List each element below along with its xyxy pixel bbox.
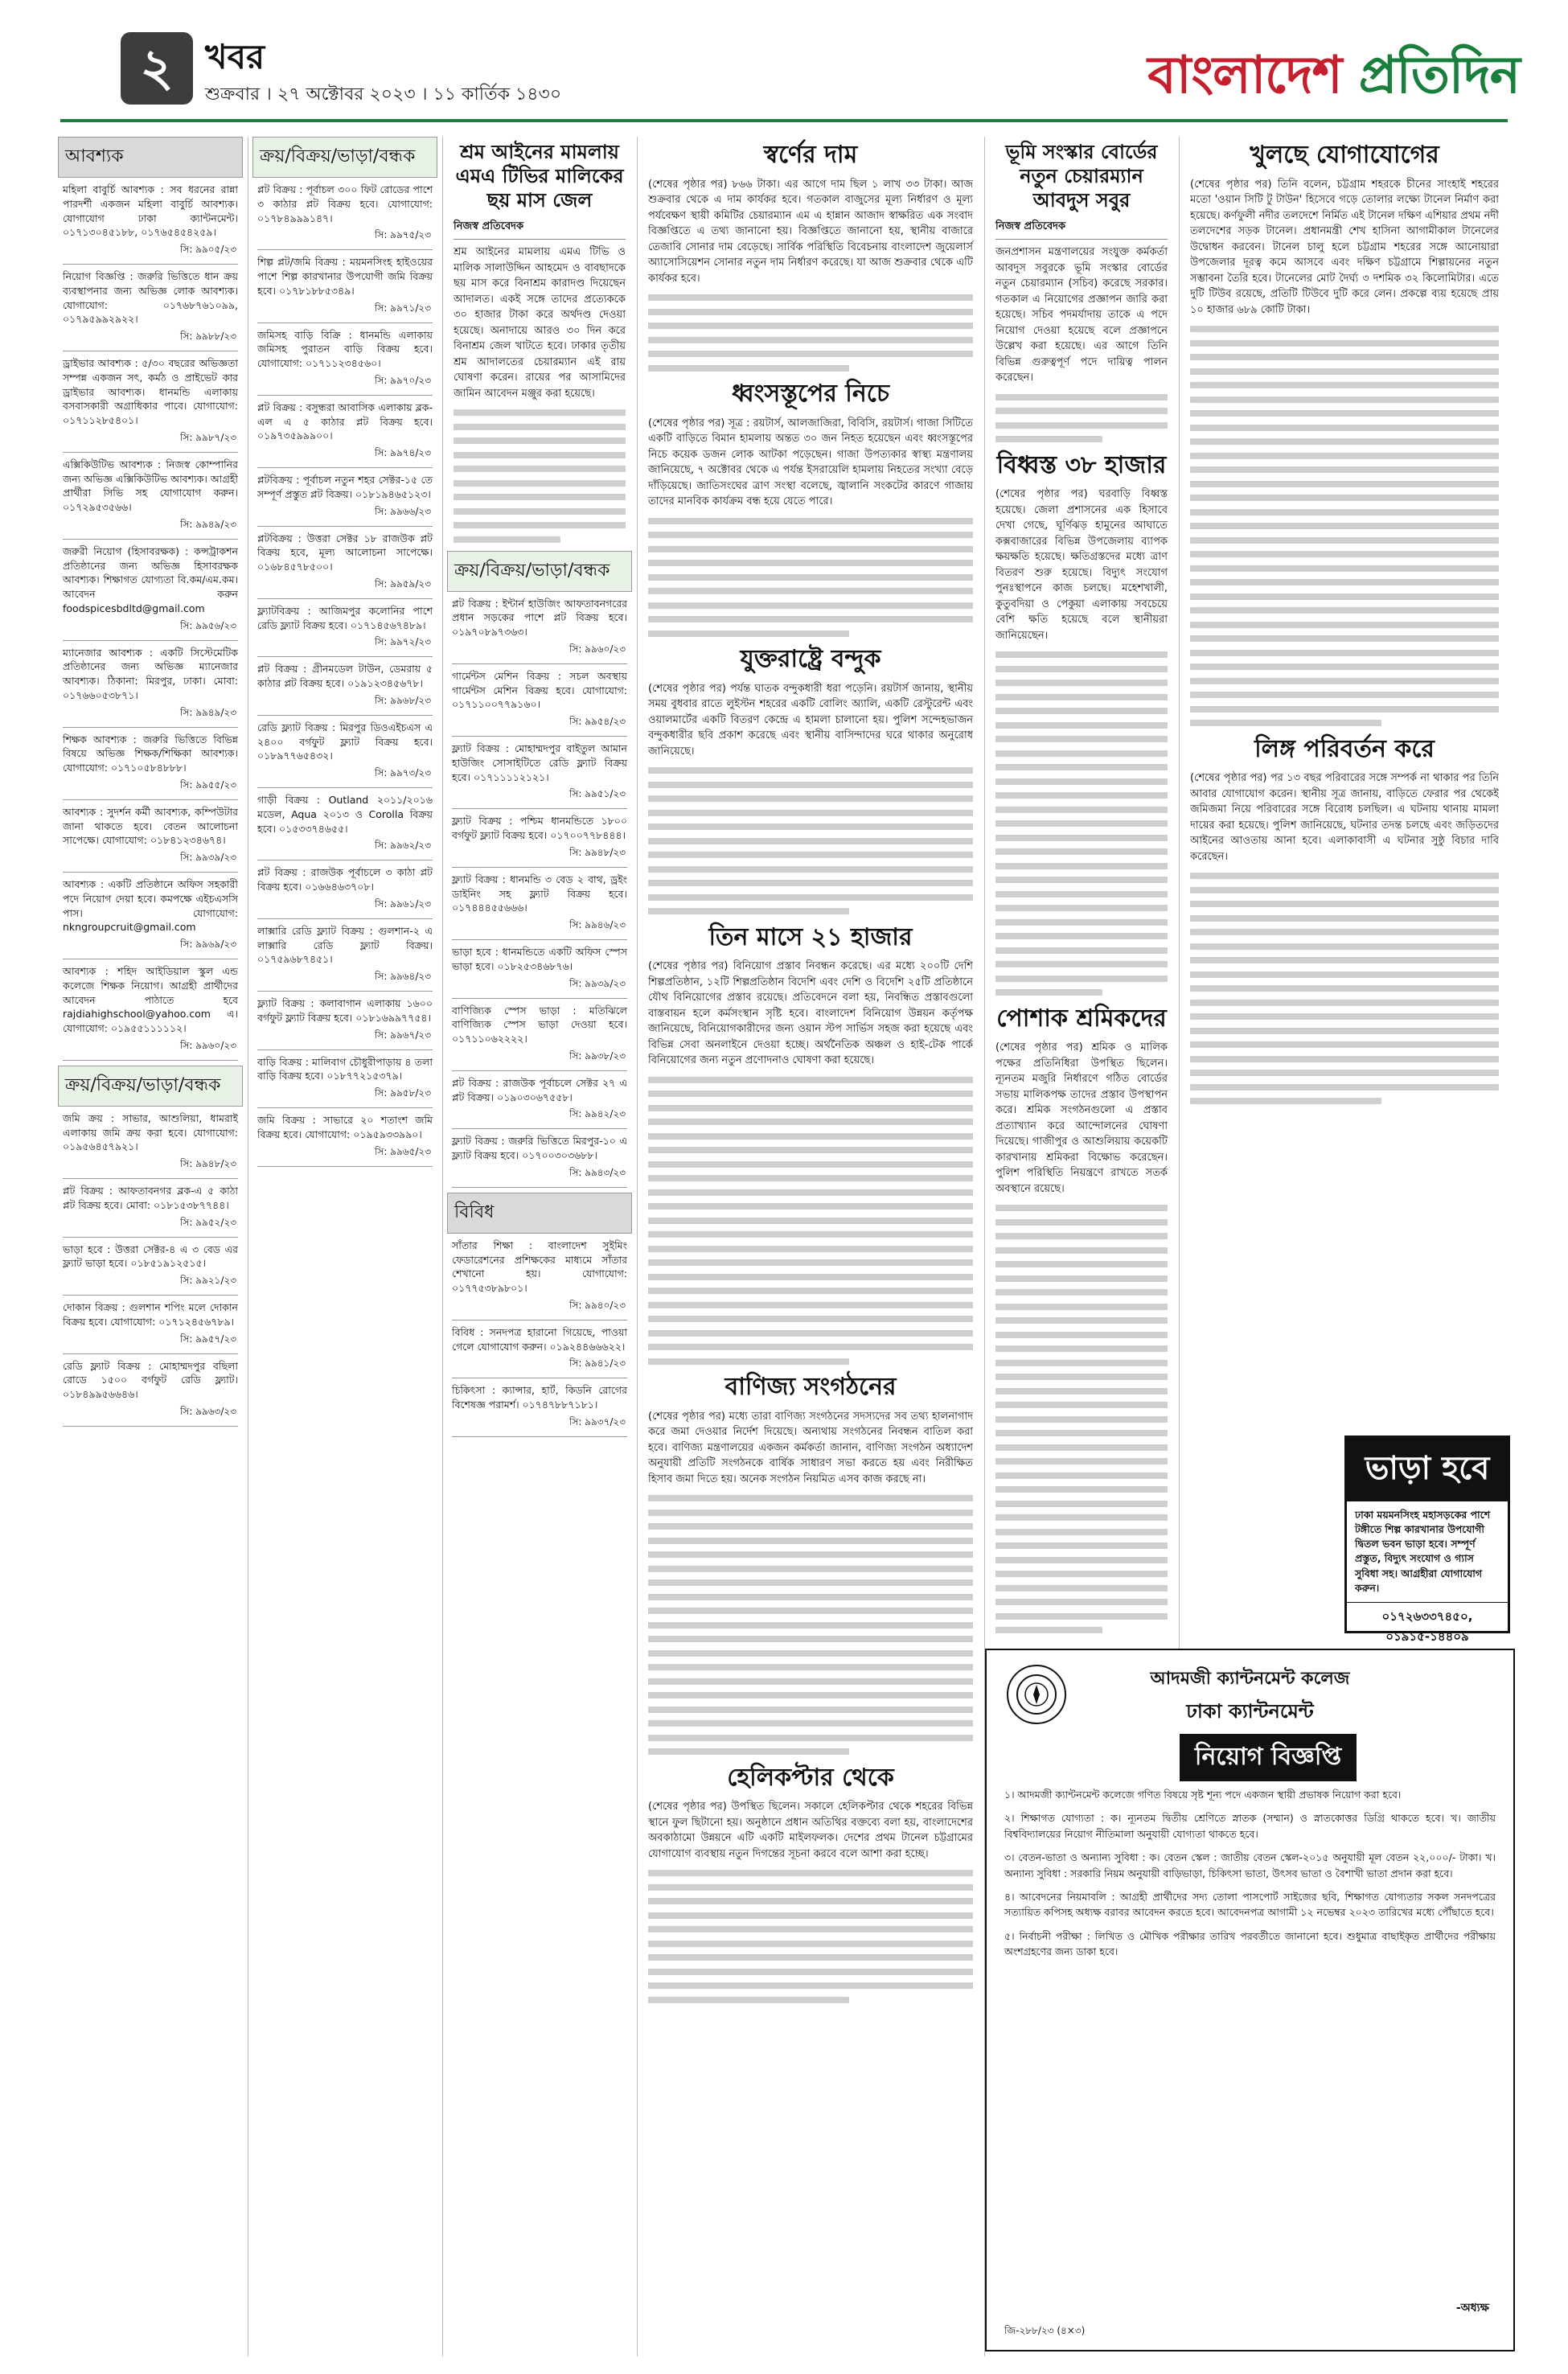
- notice-item: ১। আদমজী ক্যান্টনমেন্ট কলেজে গণিত বিষয়ে সৃষ্ট শূন্য পদে একজন স্থায়ী প্রভাষক নিয়োগ করা হবে।: [1004, 1789, 1402, 1801]
- column-divider: [442, 137, 443, 2356]
- ad-list-2: [58, 1111, 243, 1427]
- classified-ad: প্লট বিক্রয় : রাজউক পূর্বাচলে ৩ কাঠা প্লট বিক্রয় হবে। ০১৬৬৪৬৩৭০৮।: [257, 866, 433, 893]
- ad-divider: [257, 991, 433, 992]
- trade-headline: বাণিজ্য সংগঠনের: [724, 1373, 897, 1401]
- classified-ad-ref: সি: ৯৯৩৯/২৩: [179, 852, 236, 863]
- ad-list: [58, 183, 243, 1061]
- classified-ad: ড্রাইভার আবশ্যক : ৫/৩০ বছরের অভিজ্ঞতা সম্পন্ন একজন সৎ, কর্মঠ ও প্রাইভেট কার ড্রাইভার আবশ্যক। ধানমন্ডি এলাকায় বসবাসকারী অগ্রাধিকার পাবে। যোগাযোগ: ০১৭১১২৮৫৪০১।: [63, 357, 238, 426]
- ad-list: [252, 183, 437, 1167]
- ad-divider: [257, 467, 433, 468]
- gender-headline: লিঙ্গ পরিবর্তন করে: [1254, 734, 1435, 763]
- classified-ad-ref: সি: ৯৯৬০/২৩: [569, 643, 626, 655]
- ad-divider: [257, 249, 433, 250]
- dateline: শুক্রবার । ২৭ অক্টোবর ২০২৩ । ১১ কার্তিক ১৪৩০: [205, 84, 562, 105]
- classified-ad: প্লট বিক্রয় : বসুন্ধরা আবাসিক এলাকায় ব্লক-এল এ ৫ কাঠার প্লট বিক্রয় হবে। ০১৯৭৩৫৯৯৯০০।: [257, 400, 433, 442]
- ad-divider: [452, 998, 627, 999]
- brand-part-2: প্রতিদিন: [1358, 45, 1520, 105]
- notice-item: ৪। আবেদনের নিয়মাবলি : আগ্রহী প্রার্থীদের সদ্য তোলা পাসপোর্ট সাইজের ছবি, শিক্ষাগত যোগ্যতার সকল সনদপত্রের সত্যায়িত কপিসহ অধ্যক্ষ বরাবর আবেদন করতে হবে। আবেদনপত্র আগামী ১২ নভেম্বর ২০২৩ তারিখের মধ্যে পৌঁছাতে হবে।: [1004, 1890, 1496, 1919]
- classified-ad: আবশ্যক : সুদর্শন কর্মী আবশ্যক, কম্পিউটার জানা থাকতে হবে। বেতন আলোচনা সাপেক্ষে। যোগাযোগ: ০১৮৪১২৩৪৬৭৪।: [63, 805, 238, 847]
- ad-divider: [452, 1128, 627, 1129]
- classified-ad: ফ্ল্যাটবিক্রয় : আজিমপুর কলোনির পাশে রেডি ফ্ল্যাট বিক্রয় হবে। ০১৭১৪৫৬৭৪৮৯।: [257, 604, 433, 631]
- classified-ad-ref: সি: ৯৯০৫/২৩: [179, 244, 236, 255]
- category-heading: ক্রয়/বিক্রয়/ভাড়া/বন্ধক: [447, 551, 632, 592]
- classified-ad-ref: সি: ৯৯৪৩/২৩: [569, 1166, 626, 1178]
- us-body-continued: [648, 767, 973, 914]
- ad-divider: [257, 656, 433, 657]
- notice-signature: -অধ্যক্ষ: [1455, 2302, 1489, 2314]
- classified-ad-ref: সি: ৯৯৭০/২৩: [374, 374, 431, 386]
- classified-ad-ref: সি: ৯৯৮৮/২৩: [179, 331, 236, 342]
- classified-ad: জমিসহ বাড়ি বিক্রি : ধানমন্ডি এলাকায় জমিসহ পুরাতন বাড়ি বিক্রয় হবে। যোগাযোগ: ০১৭১১২৩৪৫৬০।: [257, 328, 433, 369]
- category-heading-2: বিবিধ: [447, 1193, 632, 1234]
- classified-ad-ref: সি: ৯৯৪০/২৩: [569, 1299, 626, 1311]
- ad-divider: [63, 799, 238, 800]
- news-column-wide: [642, 137, 979, 2356]
- classified-ad: বিবিধ : সনদপত্র হারানো গিয়েছে, পাওয়া গেলে যোগাযোগ করুন। ০১৯২৪৪৬৬৬২২।: [452, 1325, 627, 1353]
- classified-ad: মহিলা বাবুর্চি আবশ্যক : সব ধরনের রান্না পারদর্শী একজন মহিলা বাবুর্চি আবশ্যক। যোগাযোগ ঢাকা ক্যান্টনমেন্ট। ০১৭১৩০৪৫১৮৮, ০১৭৬৫৪৫৪২৫৯।: [63, 183, 238, 239]
- classified-ad-ref: সি: ৯৯৬৪/২৩: [374, 971, 431, 982]
- ruins-body-continued: [648, 518, 973, 637]
- ad-divider: [63, 264, 238, 265]
- ad-divider: [63, 1295, 238, 1296]
- classified-ad: ভাড়া হবে : ধানমন্ডিতে একটি অফিস স্পেস ভাড়া হবে। ০১৮২৫৩৪৬৮৭৬।: [452, 946, 627, 972]
- classified-ad: প্লট বিক্রয় : ইন্টার্ন হাউজিং আফতাবনগরের প্রধান সড়কের পাশে প্লট বিক্রয় হবে। ০১৯৭০৮৯৭৩৬৩।: [452, 597, 627, 638]
- classified-ad: আবশ্যক : শহিদ আইডিয়াল স্কুল এন্ড কলেজে শিক্ষক নিয়োগ। আগ্রহী প্রার্থীদের আবেদন পাঠাতে হবে rajdiahighschool@yahoo.com এ। যোগাযোগ: ০১৯৫৫১১১১১২।: [63, 965, 238, 1034]
- classified-ad-ref: সি: ৯৯২১/২৩: [179, 1275, 236, 1286]
- classified-ad-ref: সি: ৯৯৪৯/২৩: [179, 518, 236, 530]
- ruins-headline: ধ্বংসস্তূপের নিচে: [731, 380, 890, 408]
- rent-ad-phone: ০১৭২৬৩৩৭৪৫০, ০১৯১৫-১৪৪০৯: [1347, 1602, 1508, 1653]
- ad-divider: [452, 1187, 627, 1188]
- column-3: [447, 137, 632, 2356]
- classified-ad: ম্যানেজার আবশ্যক : একটি সিস্টেমেটিক প্রতিষ্ঠানের জন্য অভিজ্ঞ ম্যানেজার আবশ্যক। ঠিকানা: মিরপুর, ঢাকা। মোবা: ০১৭৬৬০৫৩৮৭১।: [63, 646, 238, 701]
- classifieds-column-mid: [252, 137, 437, 2356]
- classified-ad: সাঁতার শিক্ষা : বাংলাদেশ সুইমিং ফেডারেশনের প্রশিক্ষকের মাধ্যমে সাঁতার শেখানো হয়। যোগাযোগ: ০১৭৭৫৩৮৯৮০১।: [452, 1238, 627, 1294]
- notice-item: ৫। নির্বাচনী পরীক্ষা : লিখিত ও মৌখিক পরীক্ষার তারিখ পরবর্তীতে জানানো হবে। শুধুমাত্র বাছাইকৃত প্রার্থীদের পরীক্ষায় অংশগ্রহণের জন্য ডাকা হবে।: [1004, 1929, 1496, 1957]
- ad-divider: [452, 736, 627, 737]
- us-body: (শেষের পৃষ্ঠার পর) পর্যন্ত ঘাতক বন্দুকধারী ধরা পড়েনি। রয়টার্স জানায়, স্থানীয় সময় বুধবার রাতে লুইস্টন শহরের একটি বোলিং অ্যালি, একটি রেস্টুরেন্ট এবং ওয়ালমার্টের একটি বিতরণ কেন্দ্রে এ হামলা চালানো হয়। পুলিশ সন্দেহভাজন বন্দুকধারীর ছবি প্রকাশ করেছে এবং স্থানীয় বাসিন্দাদের ঘরে থাকার অনুরোধ জানিয়েছে।: [648, 682, 973, 758]
- column-divider: [1179, 137, 1180, 1785]
- rent-ad-body: ঢাকা ময়মনসিংহ মহাসড়কের পাশে টঙ্গীতে শিল্প কারখানার উপযোগী দ্বিতল ভবন ভাড়া হবে। সম্পূর্ণ প্রস্তুত, বিদ্যুৎ সংযোগ ও গ্যাস সুবিধা সহ। আগ্রহীরা যোগাযোগ করুন।: [1355, 1509, 1491, 1594]
- classifieds-column-left: [58, 137, 243, 2356]
- trade-body-continued: [648, 1495, 973, 1755]
- classified-ad-ref: সি: ৯৯৪৮/২৩: [569, 846, 626, 858]
- column-divider: [637, 137, 638, 2356]
- ad-divider: [63, 1178, 238, 1179]
- gold-body-continued: [648, 294, 973, 372]
- classified-ad-ref: সি: ৯৯৪৯/২৩: [179, 706, 236, 718]
- classified-ad-ref: সি: ৯৯৫১/২৩: [569, 788, 626, 800]
- classified-ad-ref: সি: ৯৯৫৬/২৩: [179, 619, 236, 631]
- category-heading-2: ক্রয়/বিক্রয়/ভাড়া/বন্ধক: [58, 1066, 243, 1107]
- classified-ad-ref: সি: ৯৯৭২/২৩: [374, 636, 431, 648]
- classified-ad: প্লট বিক্রয় : রাজউক পূর্বাচলে সেক্টর ২৭ এ প্লট বিক্রয়। ০১৯০৩০৬৭৫৫৮।: [452, 1076, 627, 1103]
- heli-headline: হেলিকপ্টার থেকে: [727, 1763, 894, 1792]
- classified-ad-ref: সি: ৯৯৩৮/২৩: [569, 1049, 626, 1062]
- classified-ad: বাণিজ্যিক স্পেস ভাড়া : মতিঝিলে বাণিজ্যিক স্পেস ভাড়া দেওয়া হবে। ০১৭১১০৬২২২২।: [452, 1004, 627, 1045]
- gold-body: (শেষের পৃষ্ঠার পর) ৮৬৬ টাকা। এর আগে দাম ছিল ১ লাখ ৩৩ টাকা। আজ শুক্রবার থেকে এ দাম কার্যকর হবে। গতকাল বাজুসের মূল্য নির্ধারণ ও মূল্য পর্যবেক্ষণ স্থায়ী কমিটির চেয়ারম্যান এম এ হান্নান আজাদ স্বাক্ষরিত এক সংবাদ বিজ্ঞপ্তিতে এ তথ্য জানানো হয়। বিজ্ঞপ্তিতে জানানো হয়, স্থানীয় বাজারে তেজাবি সোনার দাম বেড়েছে। সার্বিক পরিস্থিতি বিবেচনায় বাংলাদেশ জুয়েলার্স অ্যাসোসিয়েশন সোনার নতুন দাম নির্ধারণ করেছে। যা আজ শুক্রবার থেকে এটি কার্যকর হবে।: [648, 178, 973, 285]
- classified-ad: প্লটবিক্রয় : পূর্বাচল নতুন শহর সেক্টর-১৫ তে সম্পূর্ণ প্রস্তুত প্লট বিক্রয়। ০১৮১৯৪৬৫১২৩।: [257, 474, 433, 500]
- classified-ad: ফ্ল্যাট বিক্রয় : মোহাম্মদপুর বাইতুল আমান হাউজিং সোসাইটিতে রেডি ফ্ল্যাট বিক্রয় হবে। ০১৭১১১১২১২১।: [452, 742, 627, 783]
- ad-divider: [63, 1353, 238, 1354]
- classified-ad-ref: সি: ৯৯৫২/২৩: [179, 1216, 236, 1228]
- ad-divider: [63, 539, 238, 540]
- heli-body: (শেষের পৃষ্ঠার পর) উপস্থিত ছিলেন। সকালে হেলিকপ্টার থেকে শহরের বিভিন্ন স্থানে ফুল ছিটানো হয়। অনুষ্ঠানে প্রধান অতিথির বক্তব্যে বলা হয়, বাংলাদেশের অবকাঠামো উন্নয়নে এটি একটি মাইলফলক। দেশের প্রথম টানেল চট্টগ্রামের যোগাযোগ ব্যবস্থায় নতুন দিগন্তের সূচনা করবে বলে আশা করা হচ্ছে।: [648, 1801, 973, 1860]
- classified-ad: ফ্ল্যাট বিক্রয় : ধানমন্ডি ৩ বেড ২ বাথ, ড্রইং ডাইনিং সহ ফ্ল্যাট বিক্রয় হবে। ০১৭৪৪৪৫৫৬৬৬।: [452, 873, 627, 914]
- classified-ad-ref: সি: ৯৯৭৩/২৩: [374, 767, 431, 778]
- news-column-7: [1184, 137, 1505, 1423]
- ad-list-2: [447, 1238, 632, 1437]
- rent-ad-box: [1344, 1435, 1510, 1644]
- brand-logo: [1147, 36, 1520, 122]
- gold-headline: স্বর্ণের দাম: [763, 141, 858, 169]
- ad-divider: [452, 939, 627, 940]
- classified-ad: শিক্ষক আবশ্যক : জরুরি ভিত্তিতে বিভিন্ন বিষয়ে অভিজ্ঞ শিক্ষক/শিক্ষিকা আবশ্যক। যোগাযোগ: ০১৭১০৫৮৪৮৮৮।: [63, 733, 238, 774]
- page-number: ২: [121, 32, 193, 105]
- classified-ad-ref: সি: ৯৯৪১/২৩: [569, 1357, 626, 1370]
- 210k-body: (শেষের পৃষ্ঠার পর) বিনিয়োগ প্রস্তাব নিবন্ধন করেছে। এর মধ্যে ২০০টি দেশি শিল্পপ্রতিষ্ঠান, ১২টি শিল্পপ্রতিষ্ঠান বিদেশি এবং দেশি ও বিদেশি ২৫টি প্রতিষ্ঠানে যৌথ বিনিয়োগের প্রস্তাব রয়েছে। প্রতিবেদনে বলা হয়, নিবন্ধিত প্রস্তাবগুলো বাস্তবায়ন হলে কর্মসংস্থান সৃষ্টি হবে। বাংলাদেশ বিনিয়োগ উন্নয়ন কর্তৃপক্ষ জানিয়েছে, বিনিয়োগকারীদের জন্য ওয়ান স্টপ সার্ভিস সহজ করা হয়েছে এবং বিভিন্ন সেবা অনলাইনে দেওয়া হচ্ছে। অর্থনৈতিক অঞ্চল ও হাই-টেক পার্কে বিনিয়োগের জন্য নতুন প্রণোদনাও ঘোষণা করা হয়েছে।: [648, 960, 973, 1066]
- classified-ad-ref: সি: ৯৯৬৫/২৩: [374, 1145, 431, 1157]
- ad-divider: [257, 395, 433, 396]
- ad-divider: [257, 1166, 433, 1167]
- 38k-body: (শেষের পৃষ্ঠার পর) ঘরবাড়ি বিধ্বস্ত হয়েছে। জেলা প্রশাসনের এক হিসাবে দেখা গেছে, ঘূর্ণিঝড় হামুনের আঘাতে কক্সবাজারের বিভিন্ন উপজেলায় ব্যাপক ক্ষয়ক্ষতি হয়েছে। ক্ষতিগ্রস্তদের মধ্যে ত্রাণ বিতরণ শুরু হয়েছে। বিদ্যুৎ সংযোগ পুনঃস্থাপনে কাজ চলছে। মহেশখালী, কুতুবদিয়া ও পেকুয়া এলাকায় সবচেয়ে বেশি ক্ষতি হয়েছে বলে স্থানীয়রা জানিয়েছেন।: [995, 488, 1168, 642]
- labour-byline: নিজস্ব প্রতিবেদক: [454, 219, 626, 240]
- ad-list: [447, 597, 632, 1188]
- ad-divider: [257, 1049, 433, 1050]
- classified-ad-ref: সি: ৯৯৭১/২৩: [374, 302, 431, 314]
- classified-ad: বাড়ি বিক্রয় : মালিবাগ চৌধুরীপাড়ায় ৪ তলা বাড়ি বিক্রয় হবে। ০১৮৭৭২১৫৩৭৯।: [257, 1055, 433, 1082]
- section-title: খবর: [205, 37, 265, 76]
- labour-headline: শ্রম আইনের মামলায় এমএ টিভির মালিকের ছয় মাস জেল: [455, 140, 624, 212]
- classified-ad: গাড়ী বিক্রয় : Outland ২০১১/২০১৬ মডেল, Aqua ২০১৩ ও Corolla বিক্রয় হবে। ০১৫৩৩৭৪৬৫৫।: [257, 794, 433, 835]
- classified-ad: ফ্ল্যাট বিক্রয় : জরুরি ভিত্তিতে মিরপুর-১০ এ ফ্ল্যাট বিক্রয় হবে। ০১৭০০৩০৩৬৮৮।: [452, 1135, 627, 1161]
- 210k-body-continued: [648, 1077, 973, 1365]
- ad-divider: [63, 1426, 238, 1427]
- classified-ad-ref: সি: ৯৯৬০/২৩: [179, 1039, 236, 1051]
- category-heading: আবশ্যক: [58, 137, 243, 178]
- masthead-rule: [60, 119, 1508, 122]
- classified-ad: এক্সিকিউটিভ আবশ্যক : নিজস্ব কোম্পানির জন্য অভিজ্ঞ এক্সিকিউটিভ আবশ্যক। আগ্রহী প্রার্থীরা সিভি সহ যোগাযোগ করুন। ০১৭২৯৫৩৫৬৬।: [63, 458, 238, 513]
- 38k-headline: বিধ্বস্ত ৩৮ হাজার: [996, 450, 1167, 479]
- classified-ad: গার্মেন্টস মেশিন বিক্রয় : সচল অবস্থায় গার্মেন্টস মেশিন বিক্রয় হবে। যোগাযোগ: ০১৭১১০০৭৭৯১৬০।: [452, 669, 627, 711]
- classified-ad: শিল্প প্লট/জমি বিক্রয় : ময়মনসিংহ হাইওয়ের পাশে শিল্প কারখানার উপযোগী জমি বিক্রয় হবে। ০১৭৮১৮৮৫৩৪৯।: [257, 256, 433, 297]
- ad-divider: [452, 1436, 627, 1437]
- notice-reference: জি-২৮৮/২৩ (৪×৩): [1004, 2325, 1086, 2336]
- garment-body: (শেষের পৃষ্ঠার পর) শ্রমিক ও মালিক পক্ষের প্রতিনিধিরা উপস্থিত ছিলেন। ন্যূনতম মজুরি নির্ধারণে গঠিত বোর্ডের সভায় মালিকপক্ষ তাদের প্রস্তাব উপস্থাপন করে। শ্রমিক সংগঠনগুলো এ প্রস্তাব প্রত্যাখ্যান করে আন্দোলনের ঘোষণা দিয়েছে। গাজীপুর ও আশুলিয়ায় কয়েকটি কারখানায় শ্রমিকরা বিক্ষোভ করেছেন। পুলিশ পরিস্থিতি নিয়ন্ত্রণে রাখতে সতর্ক অবস্থানে রয়েছে।: [995, 1041, 1168, 1195]
- ad-divider: [257, 715, 433, 716]
- classified-ad: রেডি ফ্ল্যাট বিক্রয় : মিরপুর ডিওএইচএস এ ২৪০০ বর্গফুট ফ্ল্যাট বিক্রয় হবে। ০১৮৯৭৭৬৫৪৩২।: [257, 721, 433, 762]
- ruins-body: (শেষের পৃষ্ঠার পর) সূত্র : রয়টার্স, আলজাজিরা, বিবিসি, রয়টার্স। গাজা সিটিতে একটি বাড়িতে বিমান হামলায় অন্তত ৩০ জন নিহত হয়েছেন এবং ধ্বংসস্তূপের নিচে কয়েক ডজন লোক আটকা পড়েছেন। গাজা উপত্যকার স্বাস্থ্য মন্ত্রণালয় জানিয়েছে, ৭ অক্টোবর থেকে এ পর্যন্ত ইসরায়েলি হামলায় নিহতের সংখ্যা বেড়ে দাঁড়িয়েছে। জাতিসংঘের ত্রাণ সংস্থা বলেছে, জ্বালানি সংকটের কারণে গাজায় তাদের মানবিক কার্যক্রম বন্ধ হয়ে যেতে পারে।: [648, 417, 973, 507]
- classified-ad: লাক্সারি রেডি ফ্ল্যাট বিক্রয় : গুলশান-২ এ লাক্সারি রেডি ফ্ল্যাট বিক্রয়। ০১৭৫৯৬৮৭৪৫১।: [257, 924, 433, 966]
- ad-divider: [63, 727, 238, 728]
- classified-ad-ref: সি: ৯৯৭৪/২৩: [374, 447, 431, 458]
- us-headline: যুক্তরাষ্ট্রে বন্দুক: [740, 645, 881, 673]
- classified-ad-ref: সি: ৯৯৮৭/২৩: [179, 431, 236, 443]
- gender-body: (শেষের পৃষ্ঠার পর) পর ১৩ বছর পরিবারের সঙ্গে সম্পর্ক না থাকার পর তিনি আবার যোগাযোগ করেন। স্থানীয় সূত্র জানায়, বাড়িতে ফেরার পর থেকেই জমিজমা নিয়ে পরিবারের সঙ্গে বিরোধ চলছিল। এ ঘটনায় থানায় মামলা দায়ের করা হয়েছে। পুলিশ জানিয়েছে, ঘটনার তদন্ত চলছে এবং জড়িতদের আইনের আওতায় আনা হবে। এলাকাবাসী এ ঘটনার সুষ্ঠু বিচার দাবি করেছেন।: [1190, 772, 1499, 863]
- classified-ad: প্লটবিক্রয় : উত্তরা সেক্টর ১৮ রাজউক প্লট বিক্রয় হবে, মূল্য আলোচনা সাপেক্ষে। ০১৬৮৪৫৭৮৫০০।: [257, 532, 433, 573]
- classified-ad-ref: সি: ৯৯৫৮/২৩: [374, 1087, 431, 1099]
- tunnel-body: (শেষের পৃষ্ঠার পর) তিনি বলেন, চট্টগ্রাম শহরকে চীনের সাংহাই শহরের মতো 'ওয়ান সিটি টু টাউন' হিসেবে গড়ে তোলার লক্ষ্যে টানেল নির্মাণ করা হয়েছে। কর্ণফুলী নদীর তলদেশে নির্মিত এই টানেল দক্ষিণ এশিয়ার প্রথম নদী তলদেশের সড়ক টানেল। প্রধানমন্ত্রী শেখ হাসিনা আগামীকাল টানেলের উদ্বোধন করবেন। টানেল চালু হলে চট্টগ্রাম শহরের সঙ্গে আনোয়ারা উপজেলার দূরত্ব কমে আসবে এবং দক্ষিণ চট্টগ্রামে শিল্পায়নের নতুন সম্ভাবনা তৈরি হবে। টানেলের মোট দৈর্ঘ্য ৩ দশমিক ৩২ কিলোমিটার। এতে দুটি টিউব রয়েছে, প্রতিটি টিউবে দুটি করে লেন। প্রকল্পে ব্যয় হয়েছে প্রায় ১০ হাজার ৬৮৯ কোটি টাকা।: [1190, 178, 1499, 316]
- ad-divider: [63, 872, 238, 873]
- ad-divider: [257, 598, 433, 599]
- tunnel-headline: খুলছে যোগাযোগের: [1250, 141, 1439, 169]
- ad-divider: [452, 1070, 627, 1071]
- ad-divider: [257, 787, 433, 788]
- classified-ad-ref: সি: ৯৯৪২/২৩: [569, 1108, 626, 1120]
- classified-ad: প্লট বিক্রয় : আফতাবনগর ব্লক-এ ৫ কাঠা প্লট বিক্রয় হবে। মোবা: ০১৮১৫৩৮৭৭৪৪।: [63, 1185, 238, 1211]
- classified-ad-ref: সি: ৯৯৫৭/২৩: [179, 1333, 236, 1345]
- 210k-headline: তিন মাসে ২১ হাজার: [708, 922, 913, 951]
- ad-divider: [63, 640, 238, 641]
- recruitment-notice: [985, 1649, 1515, 2351]
- classified-ad: নিয়োগ বিজ্ঞপ্তি : জরুরি ভিত্তিতে ধান ক্রয় ব্যবস্থাপনার জন্য অভিজ্ঞ লোক আবশ্যক। যোগাযোগ: ০১৭৬৮৭৬১০৯৯, ০১৭৯৫৯৯২৯২২।: [63, 270, 238, 326]
- notice-item: ২। শিক্ষাগত যোগ্যতা : ক। ন্যূনতম দ্বিতীয় শ্রেণিতে স্নাতক (সম্মান) ও স্নাতকোত্তর ডিগ্রি থাকতে হবে। খ। জাতীয় বিশ্ববিদ্যালয়ের নিয়োগ নীতিমালা অনুযায়ী যোগ্যতা থাকতে হবে।: [1004, 1812, 1496, 1840]
- classified-ad: দোকান বিক্রয় : গুলশান শপিং মলে দোকান বিক্রয় হবে। যোগাযোগ: ০১৭১২৪৫৬৭৮৯।: [63, 1301, 238, 1328]
- ad-divider: [452, 663, 627, 664]
- classified-ad-ref: সি: ৯৯৬৮/২৩: [374, 694, 431, 706]
- ad-divider: [452, 808, 627, 809]
- classified-ad-ref: সি: ৯৯৫৫/২৩: [179, 778, 236, 791]
- classified-ad: রেডি ফ্ল্যাট বিক্রয় : মোহাম্মদপুর বছিলা রোডে ১৫০০ বর্গফুট রেডি ফ্ল্যাট। ০১৮৪৯৯৫৬৬৪৬।: [63, 1359, 238, 1400]
- land-byline: নিজস্ব প্রতিবেদক: [995, 219, 1168, 240]
- classified-ad: ফ্ল্যাট বিক্রয় : পশ্চিম ধানমন্ডিতে ১৮০০ বর্গফুট ফ্ল্যাট বিক্রয় হবে। ০১৭০০৭৭৮৪৪৪।: [452, 815, 627, 841]
- brand-part-1: বাংলাদেশ: [1147, 45, 1359, 105]
- classified-ad: ফ্ল্যাট বিক্রয় : কলাবাগান এলাকায় ১৬০০ বর্গফুট ফ্ল্যাট বিক্রয় হবে। ০১৮১৬৯৯৭৭৫৪।: [257, 997, 433, 1024]
- labour-body: শ্রম আইনের মামলায় এমএ টিভি ও মালিক সালাউদ্দিন আহমেদ ও বাবছাদকে ছয় মাস করে বিনাশ্রম কারাদণ্ড দিয়েছেন আদালত। একই সঙ্গে তাদের প্রত্যেককে ৩০ হাজার টাকা করে অর্থদণ্ড দেওয়া হয়েছে। অনাদায়ে আরও ৩০ দিন করে বিনাশ্রম জেল খাটতে হবে। ঢাকার তৃতীয় শ্রম আদালতের চেয়ারম্যান এই রায় ঘোষণা করেন। রায়ের পর আসামিদের জামিন আবেদন মঞ্জুর করা হয়েছে।: [454, 246, 626, 400]
- ad-divider: [257, 322, 433, 323]
- classified-ad-ref: সি: ৯৯৫৯/২৩: [374, 577, 431, 589]
- labour-body-continued: [454, 409, 626, 543]
- classified-ad-ref: সি: ৯৯৪৬/২৩: [569, 919, 626, 930]
- classified-ad: চিকিৎসা : ক্যান্সার, হার্ট, কিডনি রোগের বিশেষজ্ঞ পরামর্শ। ০১৭৪৭৮৮৭১৮১।: [452, 1384, 627, 1411]
- tunnel-body-continued: [1190, 326, 1499, 726]
- classified-ad-ref: সি: ৯৯৬৬/২৩: [374, 505, 431, 517]
- rent-ad-headline: ভাড়া হবে: [1347, 1438, 1508, 1501]
- ad-divider: [257, 526, 433, 527]
- masthead: [0, 0, 1568, 137]
- notice-title: নিয়োগ বিজ্ঞপ্তি: [1180, 1734, 1357, 1781]
- classified-ad: আবশ্যক : একটি প্রতিষ্ঠানে অফিস সহকারী পদে নিয়োগ দেয়া হবে। কমপক্ষে এইচএসসি পাস। যোগাযোগ: nkngroupcruit@gmail.com: [63, 878, 238, 934]
- ad-divider: [63, 1237, 238, 1238]
- classified-ad-ref: সি: ৯৯৩৭/২৩: [569, 1415, 626, 1427]
- land-headline: ভূমি সংস্কার বোর্ডের নতুন চেয়ারম্যান আবদুস সবুর: [1005, 140, 1158, 212]
- classified-ad: প্লট বিক্রয় : পূর্বাচল ৩০০ ফিট রোডের পাশে ৩ কাঠার প্লট বিক্রয় হবে। যোগাযোগ: ০১৭৮৪৯৯৯১৪৭।: [257, 183, 433, 224]
- classified-ad-ref: সি: ৯৯৬২/২৩: [374, 840, 431, 852]
- classified-ad: প্লট বিক্রয় : গ্রীনমডেল টাউন, ডেমরায় ৫ কাঠার প্লট বিক্রয় হবে। ০১৯১২৩৪৫৬৭৮।: [257, 663, 433, 689]
- notice-place: ঢাকা ক্যান্টনমেন্ট: [1186, 1699, 1314, 1723]
- classified-ad: জরুরী নিয়োগ (হিসাবরক্ষক) : কন্সট্রাকশন প্রতিষ্ঠানের জন্য অভিজ্ঞ হিসাবরক্ষক আবশ্যক। শিক্ষাগত যোগ্যতা বি.কম/এম.কম। আবেদন করুন foodspicesbdltd@gmail.com: [63, 544, 238, 614]
- land-body-continued: [995, 394, 1168, 443]
- ad-divider: [63, 1060, 238, 1061]
- classified-ad-ref: সি: ৯৯৫৪/২৩: [569, 716, 626, 727]
- classified-ad-ref: সি: ৯৯৬১/২৩: [374, 897, 431, 910]
- classified-ad-ref: সি: ৯৯৭৫/২৩: [374, 229, 431, 241]
- land-body: জনপ্রশাসন মন্ত্রণালয়ের সংযুক্ত কর্মকর্তা আবদুস সবুরকে ভূমি সংস্কার বোর্ডের নতুন চেয়ারম্যান (সচিব) করেছে সরকার। গতকাল এ নিয়োগের প্রজ্ঞাপন জারি করা হয়েছে। সচিব পদমর্যাদায় তাকে এ পদে নিয়োগ দেওয়া হয়েছে বলে প্রজ্ঞাপনে উল্লেখ করা হয়েছে। এর আগে তিনি বিভিন্ন গুরুত্বপূর্ণ পদে দায়িত্ব পালন করেছেন।: [995, 246, 1168, 384]
- classified-ad: ভাড়া হবে : উত্তরা সেক্টর-৪ এ ৩ বেড এর ফ্ল্যাট ভাড়া হবে। ০১৮৫১৯১২৫১৫।: [63, 1242, 238, 1270]
- notice-college-name: আদমজী ক্যান্টনমেন্ট কলেজ: [1150, 1668, 1350, 1689]
- notice-item: ৩। বেতন-ভাতা ও অন্যান্য সুবিধা : ক। বেতন স্কেল : জাতীয় বেতন স্কেল-২০১৫ অনুযায়ী মূল বেতন ২২,০০০/- টাকা। খ। অন্যান্য সুবিধা : সরকারি নিয়ম অনুযায়ী বাড়িভাড়া, চিকিৎসা ভাতা, উৎসব ভাতা ও বৈশাখী ভাতা প্রদান করা হবে।: [1004, 1851, 1496, 1879]
- gender-body-continued: [1190, 873, 1499, 1104]
- notice-items: [1004, 1787, 1496, 1967]
- trade-body: (শেষের পৃষ্ঠার পর) মধ্যে তারা বাণিজ্য সংগঠনের সদস্যদের সব তথ্য হালনাগাদ করে জমা দেওয়ার নির্দেশ দিয়েছে। অন্যথায় সংগঠনের নিবন্ধন বাতিল করা হবে। বাণিজ্য মন্ত্রণালয়ের একজন কর্মকর্তা জানান, বাণিজ্য সংগঠন অধ্যাদেশ অনুযায়ী প্রতিটি সংগঠনকে বার্ষিক সাধারণ সভা করতে হয় এবং নিরীক্ষিত হিসাব জমা দিতে হয়। অনেক সংগঠন নিয়মিত এসব কাজ করছে না।: [648, 1410, 973, 1485]
- classified-ad-ref: সি: ৯৯৩৯/২৩: [569, 977, 626, 989]
- category-heading: ক্রয়/বিক্রয়/ভাড়া/বন্ধক: [252, 137, 437, 178]
- garment-headline: পোশাক শ্রমিকদের: [996, 1004, 1167, 1033]
- ad-divider: [452, 867, 627, 868]
- ad-divider: [257, 918, 433, 919]
- classified-ad-ref: সি: ৯৯৬৩/২৩: [179, 1405, 236, 1417]
- classified-ad: জমি বিক্রয় : সাভারে ২০ শতাংশ জমি বিক্রয় হবে। যোগাযোগ: ০১৯৫৯৩৩৯৯০।: [257, 1114, 433, 1140]
- classified-ad-ref: সি: ৯৯৬৭/২৩: [374, 1029, 431, 1041]
- classified-ad-ref: সি: ৯৯৬৯/২৩: [179, 939, 236, 950]
- ad-divider: [257, 1107, 433, 1108]
- classified-ad-ref: সি: ৯৯৪৮/২৩: [179, 1158, 236, 1169]
- 38k-body-continued: [995, 651, 1168, 996]
- classified-ad: জমি ক্রয় : সাভার, আশুলিয়া, ধামরাই এলাকায় জমি ক্রয় করা হবে। যোগাযোগ: ০১৯৫৬৪৫৭৯২১।: [63, 1111, 238, 1153]
- ad-divider: [63, 452, 238, 453]
- heli-body-continued: [648, 1870, 973, 2003]
- garment-body-continued: [995, 1205, 1168, 1633]
